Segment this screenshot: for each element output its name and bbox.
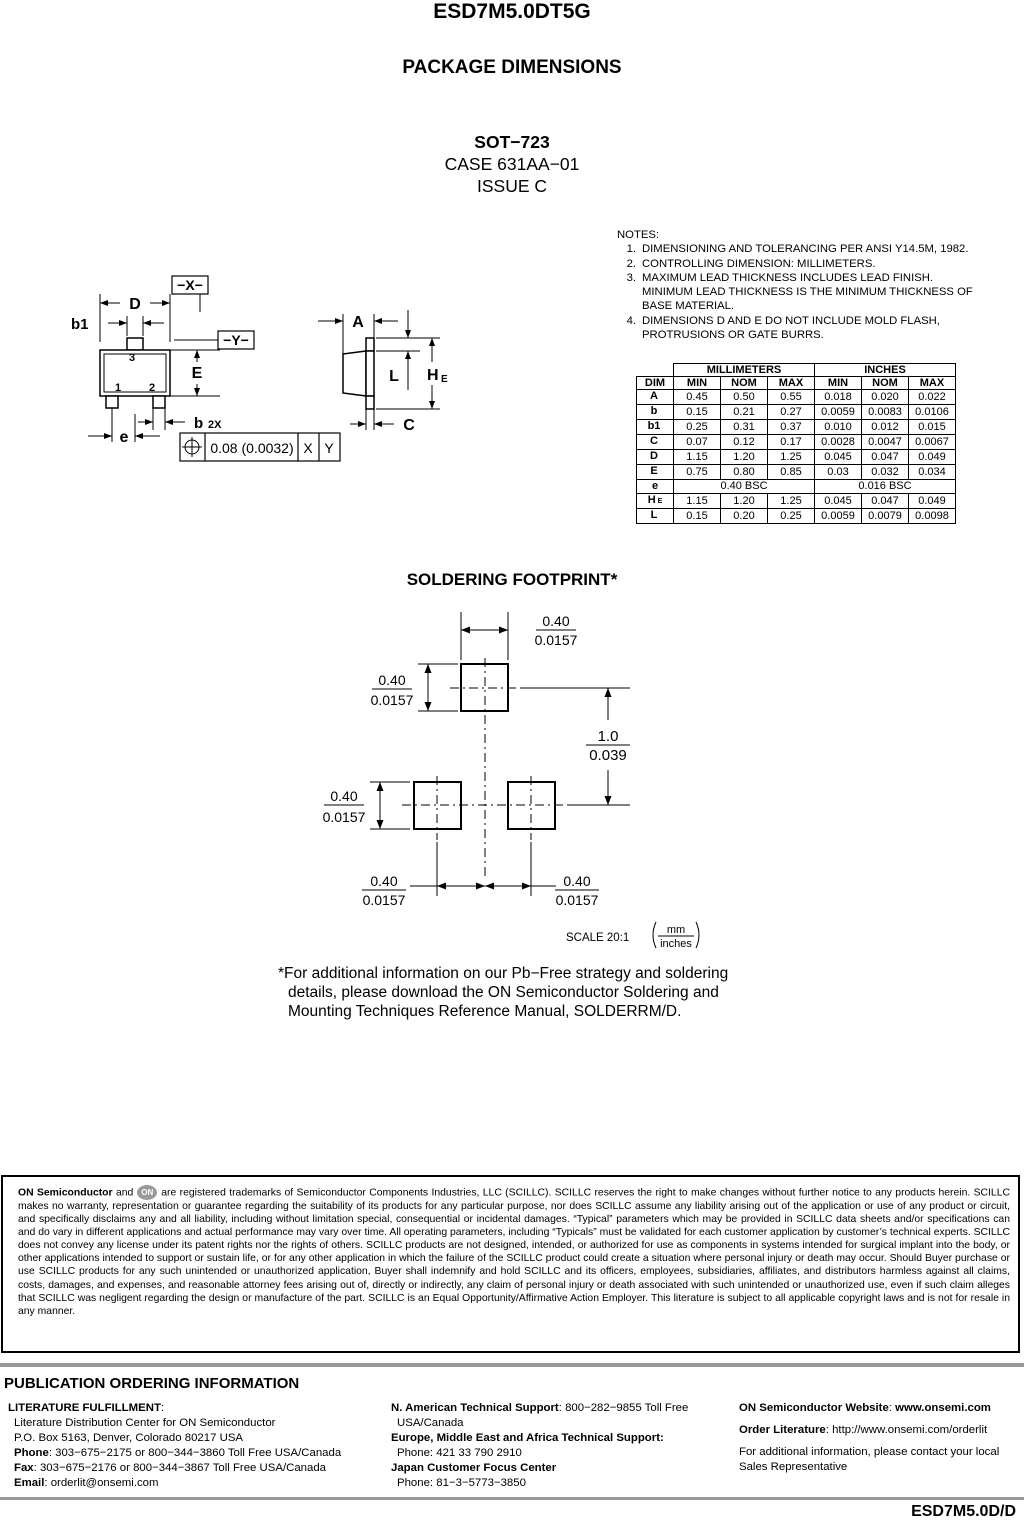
table-sub-header-row: DIM MIN NOM MAX MIN NOM MAX <box>637 377 956 390</box>
dim-label-b: b <box>194 415 204 432</box>
value-cell: 0.45 <box>674 390 721 405</box>
value-cell: 0.0098 <box>909 508 956 523</box>
soldering-title: SOLDERING FOOTPRINT* <box>406 570 618 589</box>
value-cell: 0.047 <box>862 450 909 465</box>
value-cell: 0.15 <box>674 405 721 420</box>
dim-label-l: L <box>389 368 399 385</box>
table-row <box>637 435 956 450</box>
value-cell: 0.020 <box>862 390 909 405</box>
value-cell: 0.045 <box>815 450 862 465</box>
dim-cell: E <box>637 465 674 480</box>
value-cell: 0.0106 <box>909 405 956 420</box>
dim-cell: A <box>637 390 674 405</box>
value-cell: 0.0059 <box>815 508 862 523</box>
part-number-title: ESD7M5.0DT5G <box>433 0 591 23</box>
value-cell: 0.20 <box>721 508 768 523</box>
tolerance-datum-x: X <box>303 440 313 456</box>
lead-1 <box>106 396 118 408</box>
fp-bottom-left-mm: 0.40 <box>370 873 398 889</box>
soldering-footnote: *For additional information on our Pb−Free strategy and soldering details, please download the ON Semiconductor Soldering and Mounting Techniques Reference Manual, SOLDERRM/D. <box>278 965 729 1020</box>
value-cell: 0.25 <box>768 508 815 523</box>
value-cell: 0.25 <box>674 420 721 435</box>
table-row <box>637 465 956 480</box>
literature-fulfillment: LITERATURE FULFILLMENT: Literature Distribution Center for ON Semiconductor P.O. Box 5163, Denver, Colorado 80217 USA Phone: 303−675−2175 or 800−344−3860 Toll Free USA/Canada Fax: 303−675−2176 or 800−344−3867 Toll Free USA/Canada Email: orderlit@onsemi.com <box>8 1402 342 1490</box>
divider <box>0 1497 1024 1500</box>
package-case: CASE 631AA−01 <box>444 154 580 174</box>
value-cell: 1.20 <box>721 450 768 465</box>
dimensions-table <box>636 363 956 524</box>
fp-span-in: 0.039 <box>589 747 627 764</box>
table-row <box>637 390 956 405</box>
value-cell: 1.15 <box>674 493 721 508</box>
note-item: 4. DIMENSIONS D AND E DO NOT INCLUDE MOLD FLASH, PROTRUSIONS OR GATE BURRS. <box>626 314 940 342</box>
value-cell: 0.049 <box>909 493 956 508</box>
technical-support: N. American Technical Support: 800−282−9855 Toll Free USA/Canada Europe, Middle East and Africa Technical Support: Phone: 421 33 790 2910 Japan Customer Focus Center Phone: 81−3−5773−3850 <box>391 1402 689 1490</box>
value-cell: 0.022 <box>909 390 956 405</box>
email-link[interactable]: : orderlit@onsemi.com <box>44 1477 159 1490</box>
value-cell: 0.018 <box>815 390 862 405</box>
note-item: 3. MAXIMUM LEAD THICKNESS INCLUDES LEAD FINISH. MINIMUM LEAD THICKNESS IS THE MINIMUM THICKNESS OF BASE MATERIAL. <box>626 271 973 313</box>
value-cell: 1.15 <box>674 450 721 465</box>
dim-label-c: C <box>403 417 415 434</box>
dim-label-he: H <box>427 367 439 384</box>
value-cell: 0.55 <box>768 390 815 405</box>
table-row <box>637 420 956 435</box>
pin-1-label: 1 <box>115 382 122 394</box>
datum-y-label: −Y− <box>223 332 249 348</box>
value-cell: 0.015 <box>909 420 956 435</box>
dim-header: DIM <box>637 377 674 390</box>
value-cell: 0.032 <box>862 465 909 480</box>
section-title: PACKAGE DIMENSIONS <box>402 57 622 78</box>
value-cell: 0.31 <box>721 420 768 435</box>
dim-label-e-pitch: e <box>119 429 129 446</box>
publication-heading: PUBLICATION ORDERING INFORMATION <box>4 1375 300 1392</box>
value-cell: 0.27 <box>768 405 815 420</box>
scale-label: SCALE 20:1 <box>566 932 630 944</box>
tolerance-datum-y: Y <box>324 440 334 456</box>
dim-cell: L <box>637 508 674 523</box>
value-cell: 0.0067 <box>909 435 956 450</box>
dim-label-b1: b1 <box>71 316 89 333</box>
value-cell: 0.37 <box>768 420 815 435</box>
table-row <box>637 405 956 420</box>
pin-2-label: 2 <box>149 382 156 394</box>
notes-block <box>617 228 977 342</box>
package-outline-drawing <box>60 270 460 470</box>
value-cell: 0.0079 <box>862 508 909 523</box>
table-group-header-row <box>637 364 956 377</box>
table-row <box>637 450 956 465</box>
dim-label-a: A <box>352 314 364 331</box>
tolerance-value: 0.08 (0.0032) <box>210 440 294 456</box>
value-cell: 0.15 <box>674 508 721 523</box>
value-cell: 0.75 <box>674 465 721 480</box>
package-info <box>0 131 1024 197</box>
dim-label-b-qty: 2X <box>208 419 222 431</box>
datum-x-label: −X− <box>177 277 203 293</box>
divider <box>0 1363 1024 1367</box>
value-cell: 0.85 <box>768 465 815 480</box>
value-cell: 0.034 <box>909 465 956 480</box>
website-info: ON Semiconductor Website: www.onsemi.com Order Literature: http://www.onsemi.com/orderlit For additional information, please contact your local Sales Representative <box>739 1402 1000 1474</box>
value-cell: 0.010 <box>815 420 862 435</box>
order-literature-link[interactable]: : http://www.onsemi.com/orderlit <box>825 1424 988 1437</box>
value-cell: 0.012 <box>862 420 909 435</box>
notes-title: NOTES: <box>617 229 660 241</box>
dim-label-he-sub: E <box>441 374 448 385</box>
fp-top-height-mm: 0.40 <box>378 672 406 688</box>
value-cell: 0.03 <box>815 465 862 480</box>
note-item: 1. DIMENSIONING AND TOLERANCING PER ANSI Y14.5M, 1982. <box>626 243 969 256</box>
value-cell: 0.12 <box>721 435 768 450</box>
fp-bottom-right-mm: 0.40 <box>563 873 591 889</box>
lead-2 <box>153 396 165 408</box>
fp-top-width-mm: 0.40 <box>542 613 570 629</box>
lead-3 <box>127 338 143 350</box>
value-cell: 0.0059 <box>815 405 862 420</box>
value-cell: 1.25 <box>768 450 815 465</box>
fp-bottom-height-in: 0.0157 <box>322 809 366 825</box>
value-cell: 0.50 <box>721 390 768 405</box>
table-row <box>637 508 956 523</box>
unit-mm: mm <box>666 924 686 936</box>
dim-cell: H E <box>637 493 674 508</box>
value-cell: 1.20 <box>721 493 768 508</box>
tolerance-frame <box>180 433 340 461</box>
fp-bottom-right-in: 0.0157 <box>555 892 599 908</box>
unit-inches: inches <box>660 938 692 950</box>
value-cell: 1.25 <box>768 493 815 508</box>
dim-cell: C <box>637 435 674 450</box>
value-cell: 0.0028 <box>815 435 862 450</box>
fp-bottom-height-mm: 0.40 <box>330 788 358 804</box>
package-name: SOT−723 <box>474 132 550 152</box>
value-cell: 0.0083 <box>862 405 909 420</box>
soldering-footprint-drawing <box>300 600 720 960</box>
fp-span-mm: 1.0 <box>597 728 619 745</box>
side-view-body <box>343 351 366 396</box>
group-header-inches: INCHES <box>815 364 956 377</box>
dim-cell: b <box>637 405 674 420</box>
value-cell: 0.80 <box>721 465 768 480</box>
dim-cell: D <box>637 450 674 465</box>
document-code: ESD7M5.0D/D <box>911 1503 1016 1520</box>
group-header-mm: MILLIMETERS <box>674 364 815 377</box>
table-row: e 0.40 BSC 0.016 BSC <box>637 480 956 493</box>
table-row <box>637 493 956 508</box>
dim-cell: b1 <box>637 420 674 435</box>
value-cell: 0.17 <box>768 435 815 450</box>
value-cell: 0.049 <box>909 450 956 465</box>
note-item: 2. CONTROLLING DIMENSION: MILLIMETERS. <box>626 257 876 270</box>
dim-label-d: D <box>129 296 141 313</box>
value-cell: 0.0047 <box>862 435 909 450</box>
on-logo-icon: ON <box>137 1185 157 1200</box>
pin-3-label: 3 <box>129 352 136 364</box>
fp-top-height-in: 0.0157 <box>370 692 414 708</box>
package-issue: ISSUE C <box>476 176 548 196</box>
fp-bottom-left-in: 0.0157 <box>362 892 406 908</box>
value-cell: 0.047 <box>862 493 909 508</box>
value-cell: 0.21 <box>721 405 768 420</box>
value-cell: 0.045 <box>815 493 862 508</box>
value-cell: 0.07 <box>674 435 721 450</box>
dim-label-e-body: E <box>191 365 203 382</box>
fp-top-width-in: 0.0157 <box>534 632 578 648</box>
disclaimer-text: ON Semiconductor and ON are registered trademarks of Semiconductor Components Industries, LLC (SCILLC). SCILLC reserves the right to make changes without further notice to any products herein. SCILLC makes no warranty, representation or guarantee regarding the suitability of its products for any particular purpose, nor does SCILLC assume any liability arising out of the application or use of any product or circuit, and specifically disclaims any and all liability, including without limitation special, consequential or incidental damages. “Typical” parameters which may be provided in SCILLC data sheets and/or specifications can and do vary in different applications and actual performance may vary over time. All operating parameters, including “Typicals” must be validated for each customer application by customer’s technical experts. SCILLC does not convey any license under its patent rights nor the rights of others. SCILLC products are not designed, intended, or authorized for use as components in systems intended for surgical implant into the body, or other applications intended to support or sustain life, or for any other application in which the failure of the SCILLC product could create a situation where personal injury or death may occur. Should Buyer purchase or use SCILLC products for any such unintended or unauthorized application, Buyer shall indemnify and hold SCILLC and its officers, employees, subsidiaries, affiliates, and distributors harmless against all claims, costs, damages, and expenses, and reasonable attorney fees arising out of, directly or indirectly, any claim of personal injury or death associated with such unintended or unauthorized use, even if such claim alleges that SCILLC was negligent regarding the design or manufacture of the part. SCILLC is an Equal Opportunity/Affirmative Action Employer. This literature is subject to all applicable copyright laws and is not for resale in any manner. <box>18 1185 1010 1318</box>
website-link[interactable]: www.onsemi.com <box>895 1402 991 1414</box>
